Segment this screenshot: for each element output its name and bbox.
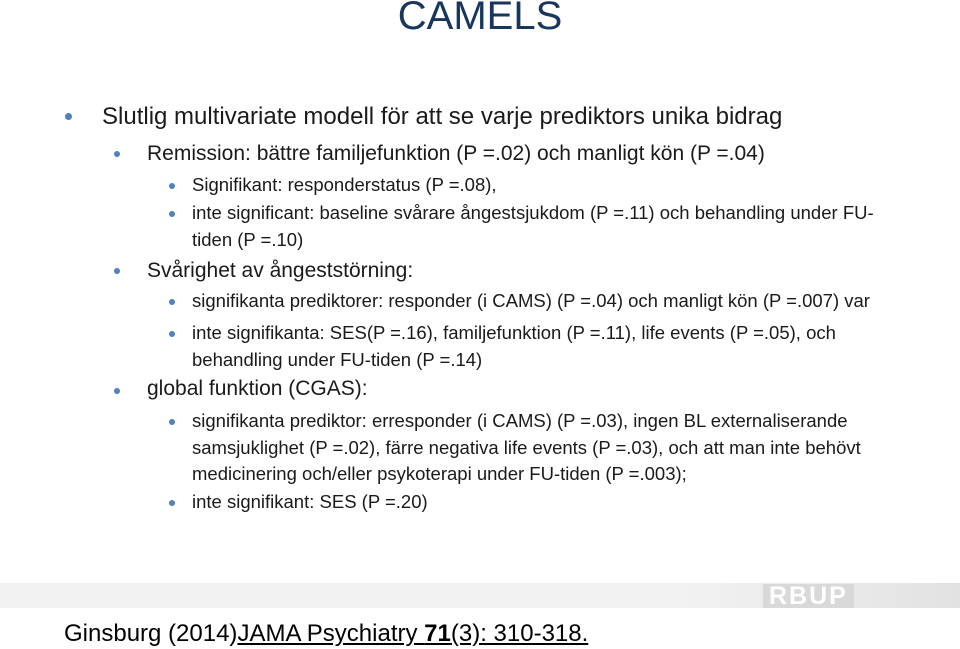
severity-item: Svårighet av ångeststörning: <box>147 259 414 282</box>
global-function-item: global funktion (CGAS): <box>147 377 368 400</box>
sub-item: signifikanta prediktorer: responder (i CAMS) (P =.04) och manligt kön (P =.007) var <box>192 290 870 311</box>
bullet-icon <box>114 268 120 274</box>
sub-item: signifikanta prediktor: erresponder (i CAMS) (P =.03), ingen BL externaliserande <box>192 410 848 431</box>
slide-title <box>0 0 960 40</box>
bullet-icon <box>169 183 175 189</box>
bullet-icon <box>169 419 175 425</box>
bullet-icon <box>169 299 175 305</box>
citation-journal: JAMA Psychiatry <box>237 620 425 647</box>
sub-item-continued: samsjuklighet (P =.02), färre negativa life events (P =.03), och att man inte behövt <box>192 437 861 458</box>
sub-item-continued: behandling under FU-tiden (P =.14) <box>192 349 483 370</box>
bullet-icon <box>114 151 120 157</box>
citation-author: Ginsburg (2014) <box>64 620 238 647</box>
slide-title-text: CAMELS <box>397 0 563 38</box>
sub-item: Signifikant: responderstatus (P =.08), <box>192 174 497 195</box>
sub-item-continued: tiden (P =.10) <box>192 229 304 250</box>
sub-item: inte signifikant: SES (P =.20) <box>192 491 428 512</box>
citation <box>64 620 588 648</box>
bullet-icon <box>169 211 175 217</box>
citation-pages: (3): 310-318. <box>450 620 589 647</box>
bullet-icon <box>169 331 175 337</box>
citation-volume: 71 <box>424 620 451 647</box>
bullet-icon <box>169 500 175 506</box>
sub-item-continued: medicinering och/eller psykoterapi under FU-tiden (P =.003); <box>192 463 687 484</box>
bullet-icon <box>114 388 120 394</box>
bullet-heading: Slutlig multivariate modell för att se varje prediktors unika bidrag <box>102 103 783 130</box>
bullet-icon <box>65 113 72 120</box>
remission-item: Remission: bättre familjefunktion (P =.02) och manligt kön (P =.04) <box>147 142 765 165</box>
sub-item: inte signifikanta: SES(P =.16), familjefunktion (P =.11), life events (P =.05), och <box>192 322 836 343</box>
rbup-logo: RBUP <box>763 584 854 608</box>
sub-item: inte significant: baseline svårare ångestsjukdom (P =.11) och behandling under FU- <box>192 202 874 223</box>
citation-link[interactable] <box>237 620 588 647</box>
